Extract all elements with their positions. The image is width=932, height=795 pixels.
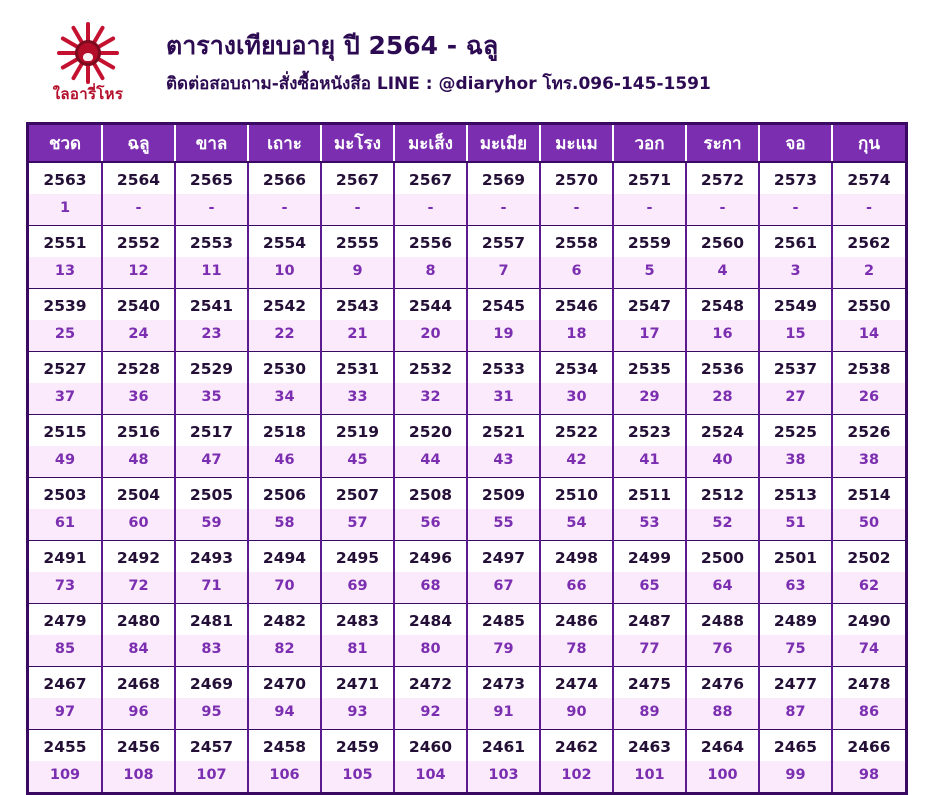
zodiac-table-container — [26, 122, 908, 795]
year-cell: 2567 — [321, 162, 394, 194]
age-cell: 13 — [29, 257, 102, 289]
year-cell: 2534 — [540, 352, 613, 384]
year-cell: 2509 — [467, 478, 540, 510]
year-cell: 2489 — [759, 604, 832, 636]
age-cell: 41 — [613, 446, 686, 478]
table-row — [29, 635, 905, 667]
year-cell: 2546 — [540, 289, 613, 321]
table-row — [29, 761, 905, 792]
age-cell: 34 — [248, 383, 321, 415]
age-cell: 28 — [686, 383, 759, 415]
age-cell: 82 — [248, 635, 321, 667]
title-block — [148, 22, 711, 95]
year-cell: 2545 — [467, 289, 540, 321]
age-cell: - — [613, 194, 686, 226]
year-cell: 2559 — [613, 226, 686, 258]
year-cell: 2481 — [175, 604, 248, 636]
year-cell: 2490 — [832, 604, 905, 636]
year-cell: 2502 — [832, 541, 905, 573]
age-cell: 51 — [759, 509, 832, 541]
age-cell: - — [321, 194, 394, 226]
year-cell: 2549 — [759, 289, 832, 321]
year-cell: 2569 — [467, 162, 540, 194]
age-cell: 93 — [321, 698, 394, 730]
year-cell: 2482 — [248, 604, 321, 636]
age-cell: 22 — [248, 320, 321, 352]
year-cell: 2456 — [102, 730, 175, 762]
age-cell: 48 — [102, 446, 175, 478]
age-cell: 30 — [540, 383, 613, 415]
year-cell: 2533 — [467, 352, 540, 384]
year-cell: 2506 — [248, 478, 321, 510]
age-cell: 7 — [467, 257, 540, 289]
age-cell: 50 — [832, 509, 905, 541]
age-cell: 105 — [321, 761, 394, 792]
year-cell: 2524 — [686, 415, 759, 447]
column-header: เถาะ — [248, 125, 321, 162]
age-cell: 72 — [102, 572, 175, 604]
table-body — [29, 162, 905, 792]
year-cell: 2488 — [686, 604, 759, 636]
year-cell: 2519 — [321, 415, 394, 447]
age-cell: 94 — [248, 698, 321, 730]
year-cell: 2485 — [467, 604, 540, 636]
year-cell: 2513 — [759, 478, 832, 510]
age-cell: - — [686, 194, 759, 226]
year-cell: 2555 — [321, 226, 394, 258]
column-header: กุน — [832, 125, 905, 162]
column-header: ระกา — [686, 125, 759, 162]
age-cell: - — [102, 194, 175, 226]
year-cell: 2478 — [832, 667, 905, 699]
year-cell: 2504 — [102, 478, 175, 510]
year-cell: 2475 — [613, 667, 686, 699]
age-cell: 3 — [759, 257, 832, 289]
column-header: วอก — [613, 125, 686, 162]
age-cell: 97 — [29, 698, 102, 730]
year-cell: 2462 — [540, 730, 613, 762]
age-cell: 69 — [321, 572, 394, 604]
year-cell: 2540 — [102, 289, 175, 321]
age-cell: 42 — [540, 446, 613, 478]
age-cell: 60 — [102, 509, 175, 541]
table-row — [29, 289, 905, 321]
age-cell: 92 — [394, 698, 467, 730]
age-cell: 33 — [321, 383, 394, 415]
year-cell: 2516 — [102, 415, 175, 447]
year-cell: 2552 — [102, 226, 175, 258]
year-cell: 2561 — [759, 226, 832, 258]
age-cell: 55 — [467, 509, 540, 541]
year-cell: 2541 — [175, 289, 248, 321]
age-cell: 104 — [394, 761, 467, 792]
year-cell: 2547 — [613, 289, 686, 321]
year-cell: 2497 — [467, 541, 540, 573]
year-cell: 2458 — [248, 730, 321, 762]
year-cell: 2527 — [29, 352, 102, 384]
age-cell: 21 — [321, 320, 394, 352]
year-cell: 2573 — [759, 162, 832, 194]
age-cell: 74 — [832, 635, 905, 667]
year-cell: 2558 — [540, 226, 613, 258]
year-cell: 2498 — [540, 541, 613, 573]
year-cell: 2457 — [175, 730, 248, 762]
year-cell: 2463 — [613, 730, 686, 762]
year-cell: 2479 — [29, 604, 102, 636]
year-cell: 2517 — [175, 415, 248, 447]
year-cell: 2494 — [248, 541, 321, 573]
age-cell: 71 — [175, 572, 248, 604]
year-cell: 2520 — [394, 415, 467, 447]
age-cell: 45 — [321, 446, 394, 478]
page-header — [0, 0, 932, 106]
year-cell: 2543 — [321, 289, 394, 321]
age-cell: 15 — [759, 320, 832, 352]
table-row — [29, 478, 905, 510]
year-cell: 2492 — [102, 541, 175, 573]
age-cell: 85 — [29, 635, 102, 667]
age-cell: 75 — [759, 635, 832, 667]
year-cell: 2537 — [759, 352, 832, 384]
column-header: มะเส็ง — [394, 125, 467, 162]
age-cell: 4 — [686, 257, 759, 289]
year-cell: 2477 — [759, 667, 832, 699]
year-cell: 2493 — [175, 541, 248, 573]
year-cell: 2526 — [832, 415, 905, 447]
year-cell: 2535 — [613, 352, 686, 384]
year-cell: 2480 — [102, 604, 175, 636]
age-cell: - — [832, 194, 905, 226]
year-cell: 2468 — [102, 667, 175, 699]
year-cell: 2566 — [248, 162, 321, 194]
year-cell: 2503 — [29, 478, 102, 510]
age-cell: 20 — [394, 320, 467, 352]
year-cell: 2510 — [540, 478, 613, 510]
year-cell: 2464 — [686, 730, 759, 762]
age-cell: 70 — [248, 572, 321, 604]
age-cell: 68 — [394, 572, 467, 604]
age-cell: 24 — [102, 320, 175, 352]
year-cell: 2455 — [29, 730, 102, 762]
year-cell: 2473 — [467, 667, 540, 699]
table-row — [29, 415, 905, 447]
age-cell: 96 — [102, 698, 175, 730]
column-header: มะโรง — [321, 125, 394, 162]
year-cell: 2512 — [686, 478, 759, 510]
age-cell: 88 — [686, 698, 759, 730]
age-cell: 103 — [467, 761, 540, 792]
age-cell: 58 — [248, 509, 321, 541]
age-cell: 76 — [686, 635, 759, 667]
age-cell: 67 — [467, 572, 540, 604]
age-cell: 2 — [832, 257, 905, 289]
year-cell: 2525 — [759, 415, 832, 447]
age-cell: 10 — [248, 257, 321, 289]
age-cell: 31 — [467, 383, 540, 415]
table-row — [29, 226, 905, 258]
age-cell: 5 — [613, 257, 686, 289]
year-cell: 2522 — [540, 415, 613, 447]
age-cell: 37 — [29, 383, 102, 415]
year-cell: 2483 — [321, 604, 394, 636]
table-row — [29, 541, 905, 573]
year-cell: 2511 — [613, 478, 686, 510]
table-row — [29, 194, 905, 226]
year-cell: 2572 — [686, 162, 759, 194]
page-title: ตารางเทียบอายุ ปี 2564 - ฉลู — [166, 31, 499, 60]
table-row — [29, 320, 905, 352]
age-cell: 38 — [832, 446, 905, 478]
column-header: ชวด — [29, 125, 102, 162]
age-cell: 12 — [102, 257, 175, 289]
age-cell: 53 — [613, 509, 686, 541]
year-cell: 2538 — [832, 352, 905, 384]
age-cell: 106 — [248, 761, 321, 792]
age-cell: 23 — [175, 320, 248, 352]
year-cell: 2554 — [248, 226, 321, 258]
age-cell: 100 — [686, 761, 759, 792]
year-cell: 2459 — [321, 730, 394, 762]
age-cell: 89 — [613, 698, 686, 730]
year-cell: 2476 — [686, 667, 759, 699]
age-cell: 52 — [686, 509, 759, 541]
year-cell: 2562 — [832, 226, 905, 258]
year-cell: 2567 — [394, 162, 467, 194]
year-cell: 2470 — [248, 667, 321, 699]
age-cell: 83 — [175, 635, 248, 667]
column-header: จอ — [759, 125, 832, 162]
year-cell: 2514 — [832, 478, 905, 510]
brand-name: ใลอารี่โหร — [52, 85, 124, 103]
year-cell: 2496 — [394, 541, 467, 573]
column-header: ขาล — [175, 125, 248, 162]
table-row — [29, 730, 905, 762]
age-cell: 32 — [394, 383, 467, 415]
table-header-row — [29, 125, 905, 162]
age-cell: 59 — [175, 509, 248, 541]
year-cell: 2539 — [29, 289, 102, 321]
age-cell: 90 — [540, 698, 613, 730]
year-cell: 2499 — [613, 541, 686, 573]
year-cell: 2495 — [321, 541, 394, 573]
year-cell: 2521 — [467, 415, 540, 447]
age-cell: 79 — [467, 635, 540, 667]
year-cell: 2528 — [102, 352, 175, 384]
year-cell: 2551 — [29, 226, 102, 258]
age-cell: 14 — [832, 320, 905, 352]
year-cell: 2469 — [175, 667, 248, 699]
year-cell: 2465 — [759, 730, 832, 762]
year-cell: 2531 — [321, 352, 394, 384]
age-cell: 86 — [832, 698, 905, 730]
age-cell: 73 — [29, 572, 102, 604]
age-cell: 16 — [686, 320, 759, 352]
brand-logo — [28, 22, 148, 106]
age-cell: 49 — [29, 446, 102, 478]
year-cell: 2484 — [394, 604, 467, 636]
age-cell: 62 — [832, 572, 905, 604]
age-cell: 57 — [321, 509, 394, 541]
age-cell: 29 — [613, 383, 686, 415]
age-cell: 80 — [394, 635, 467, 667]
table-row — [29, 162, 905, 194]
year-cell: 2529 — [175, 352, 248, 384]
year-cell: 2505 — [175, 478, 248, 510]
age-cell: 40 — [686, 446, 759, 478]
year-cell: 2564 — [102, 162, 175, 194]
age-cell: 44 — [394, 446, 467, 478]
year-cell: 2467 — [29, 667, 102, 699]
age-cell: 38 — [759, 446, 832, 478]
contact-line: ติดต่อสอบถาม-สั่งซื้อหนังสือ LINE : @diaryhor โทร.096-145-1591 — [166, 74, 711, 95]
age-cell: 109 — [29, 761, 102, 792]
age-cell: 11 — [175, 257, 248, 289]
year-cell: 2560 — [686, 226, 759, 258]
age-cell: 56 — [394, 509, 467, 541]
year-cell: 2556 — [394, 226, 467, 258]
table-row — [29, 383, 905, 415]
age-cell: 81 — [321, 635, 394, 667]
age-cell: 6 — [540, 257, 613, 289]
table-row — [29, 698, 905, 730]
age-cell: - — [175, 194, 248, 226]
year-cell: 2501 — [759, 541, 832, 573]
age-cell: 66 — [540, 572, 613, 604]
table-row — [29, 667, 905, 699]
zodiac-age-table — [29, 125, 905, 792]
table-row — [29, 446, 905, 478]
year-cell: 2472 — [394, 667, 467, 699]
table-row — [29, 572, 905, 604]
age-cell: - — [394, 194, 467, 226]
table-row — [29, 352, 905, 384]
age-cell: 25 — [29, 320, 102, 352]
year-cell: 2486 — [540, 604, 613, 636]
table-header — [29, 125, 905, 162]
year-cell: 2508 — [394, 478, 467, 510]
age-cell: 65 — [613, 572, 686, 604]
year-cell: 2491 — [29, 541, 102, 573]
age-cell: 8 — [394, 257, 467, 289]
table-row — [29, 257, 905, 289]
column-header: มะเมีย — [467, 125, 540, 162]
age-cell: 36 — [102, 383, 175, 415]
age-cell: 26 — [832, 383, 905, 415]
year-cell: 2557 — [467, 226, 540, 258]
age-cell: 95 — [175, 698, 248, 730]
age-cell: 64 — [686, 572, 759, 604]
year-cell: 2542 — [248, 289, 321, 321]
year-cell: 2565 — [175, 162, 248, 194]
age-cell: 18 — [540, 320, 613, 352]
year-cell: 2487 — [613, 604, 686, 636]
age-cell: 46 — [248, 446, 321, 478]
year-cell: 2553 — [175, 226, 248, 258]
year-cell: 2474 — [540, 667, 613, 699]
age-cell: - — [759, 194, 832, 226]
age-cell: 63 — [759, 572, 832, 604]
column-header: ฉลู — [102, 125, 175, 162]
year-cell: 2570 — [540, 162, 613, 194]
year-cell: 2461 — [467, 730, 540, 762]
age-cell: 107 — [175, 761, 248, 792]
age-cell: 77 — [613, 635, 686, 667]
age-cell: 91 — [467, 698, 540, 730]
age-cell: 78 — [540, 635, 613, 667]
age-cell: 35 — [175, 383, 248, 415]
table-row — [29, 509, 905, 541]
year-cell: 2507 — [321, 478, 394, 510]
age-cell: 47 — [175, 446, 248, 478]
year-cell: 2518 — [248, 415, 321, 447]
year-cell: 2532 — [394, 352, 467, 384]
year-cell: 2500 — [686, 541, 759, 573]
age-cell: 43 — [467, 446, 540, 478]
age-cell: 54 — [540, 509, 613, 541]
year-cell: 2523 — [613, 415, 686, 447]
age-cell: - — [540, 194, 613, 226]
year-cell: 2530 — [248, 352, 321, 384]
age-cell: 19 — [467, 320, 540, 352]
year-cell: 2471 — [321, 667, 394, 699]
column-header: มะแม — [540, 125, 613, 162]
age-cell: 98 — [832, 761, 905, 792]
year-cell: 2563 — [29, 162, 102, 194]
age-cell: 1 — [29, 194, 102, 226]
year-cell: 2574 — [832, 162, 905, 194]
table-row — [29, 604, 905, 636]
year-cell: 2466 — [832, 730, 905, 762]
age-cell: 101 — [613, 761, 686, 792]
age-cell: 61 — [29, 509, 102, 541]
age-cell: 108 — [102, 761, 175, 792]
age-cell: 27 — [759, 383, 832, 415]
age-cell: 99 — [759, 761, 832, 792]
sun-rays-icon — [52, 26, 124, 80]
age-cell: 9 — [321, 257, 394, 289]
age-cell: 17 — [613, 320, 686, 352]
year-cell: 2544 — [394, 289, 467, 321]
age-cell: 102 — [540, 761, 613, 792]
age-cell: - — [467, 194, 540, 226]
year-cell: 2550 — [832, 289, 905, 321]
year-cell: 2460 — [394, 730, 467, 762]
year-cell: 2536 — [686, 352, 759, 384]
age-cell: 87 — [759, 698, 832, 730]
year-cell: 2548 — [686, 289, 759, 321]
year-cell: 2571 — [613, 162, 686, 194]
age-cell: 84 — [102, 635, 175, 667]
age-cell: - — [248, 194, 321, 226]
year-cell: 2515 — [29, 415, 102, 447]
